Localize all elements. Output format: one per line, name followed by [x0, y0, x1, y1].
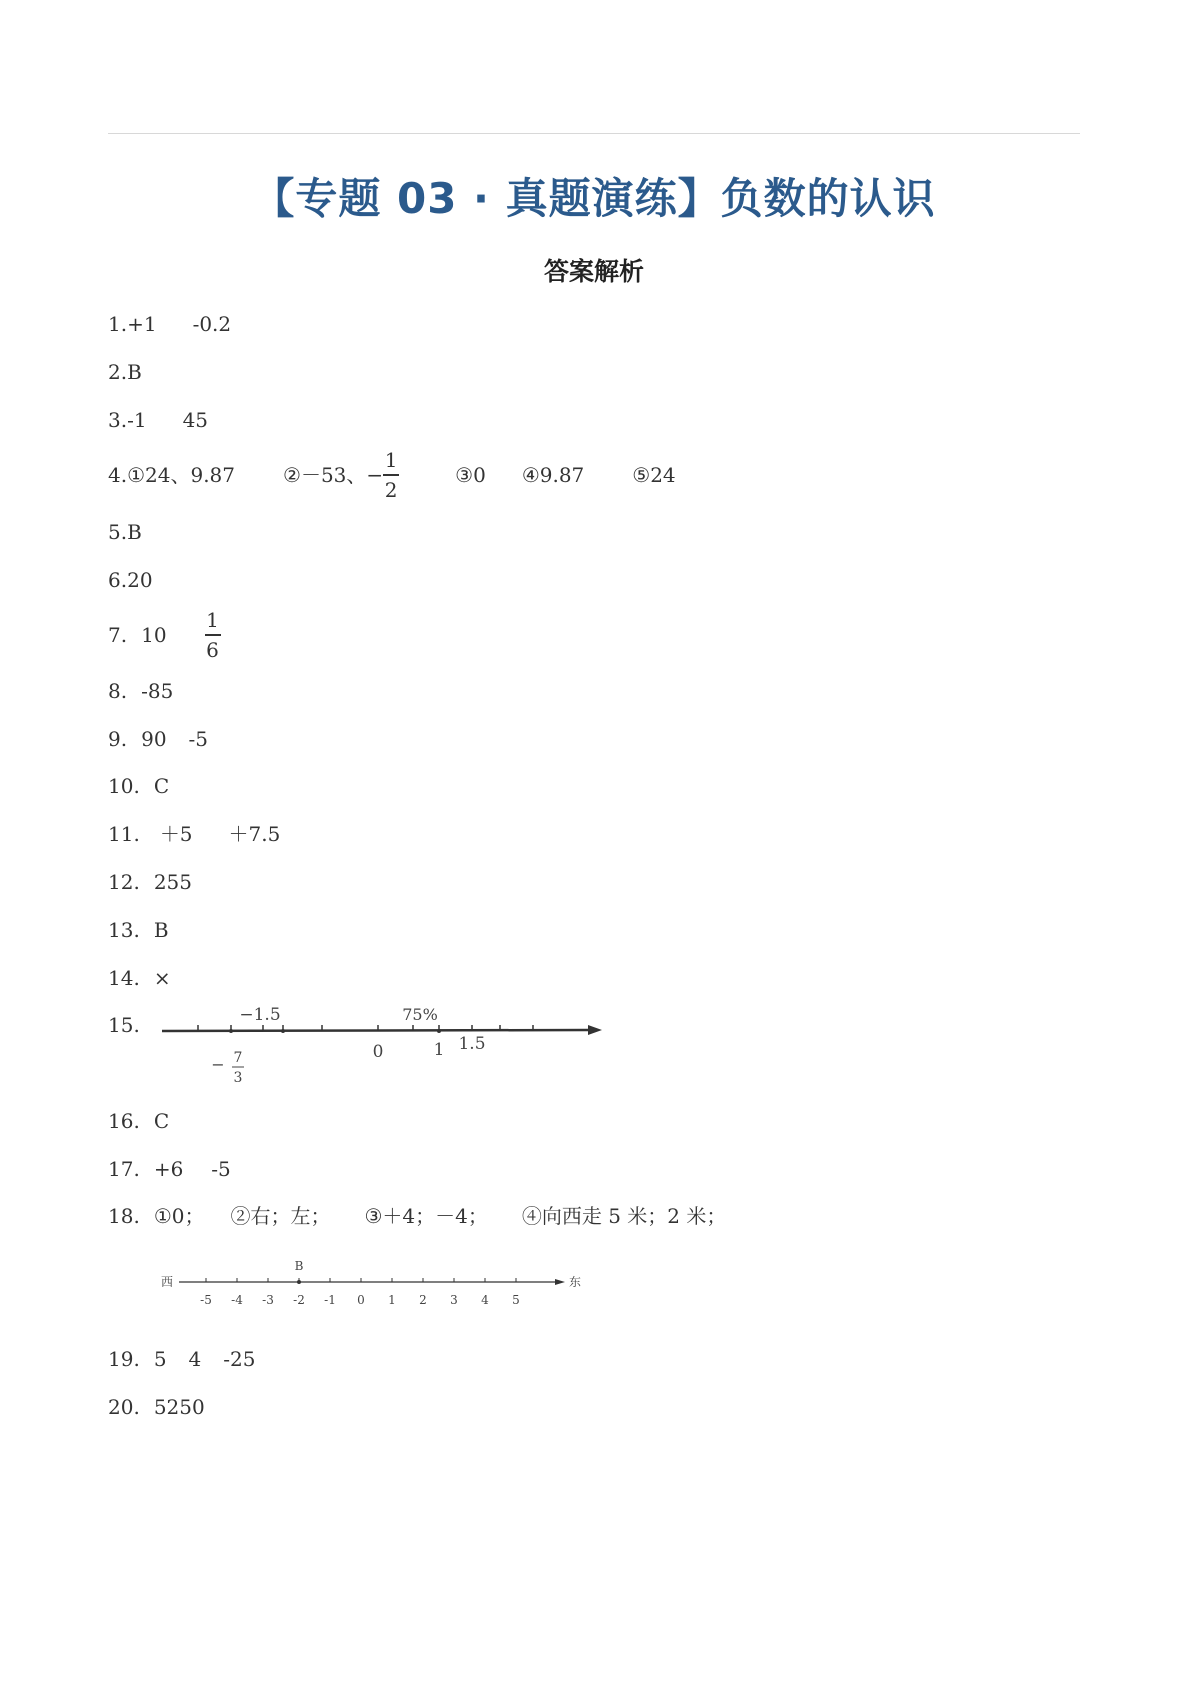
answer-number: 1.: [108, 312, 128, 336]
answer-19: 19. 5 4 -25: [108, 1347, 256, 1371]
answer-number: 3.: [108, 408, 128, 432]
answer-number: 14.: [108, 966, 140, 990]
label-1: 1: [433, 1040, 445, 1060]
answer-1: 1.+1 -0.2: [108, 312, 232, 336]
answer-number: 8.: [108, 679, 128, 703]
answer-number: 18.: [108, 1204, 140, 1228]
answer-number: 6.: [108, 568, 128, 592]
label-frac-num: 7: [233, 1050, 243, 1066]
answer-7: 7. 10 $\frac{1}{6}$: [108, 608, 219, 662]
answer-5: 5.B: [108, 520, 142, 544]
label-point-b: B: [294, 1259, 304, 1273]
tick-label: -1: [324, 1293, 336, 1307]
answer-number: 13.: [108, 918, 140, 942]
label-frac-sign: −: [211, 1055, 225, 1074]
answer-10: 10. C: [108, 774, 170, 798]
fraction: $\frac{1}{6}$: [206, 608, 219, 662]
answer-number: 5.: [108, 520, 128, 544]
answer-number: 12.: [108, 870, 140, 894]
tick-label: 4: [481, 1293, 489, 1307]
answer-number: 7.: [108, 623, 128, 647]
answer-number: 16.: [108, 1109, 140, 1133]
label-75-percent: 75%: [402, 1005, 438, 1024]
page-title: 【专题 03 · 真题演练】负数的认识: [252, 174, 936, 223]
tick-label: -2: [293, 1293, 305, 1307]
answer-12: 12. 255: [108, 870, 192, 894]
tick-label: -5: [200, 1293, 212, 1307]
label-0: 0: [372, 1042, 384, 1062]
answer-14: 14. ×: [108, 966, 171, 990]
answer-15: [108, 1012, 140, 1038]
label-west: 西: [160, 1275, 174, 1289]
answer-18: 18. ①0； ②右；左； ③＋4；－4； ④向西走 5 米；2 米；: [108, 1204, 727, 1228]
tick-label: 0: [357, 1293, 365, 1307]
answer-8: 8. -85: [108, 679, 174, 703]
answer-11: 11. ＋5 ＋7.5: [108, 822, 281, 846]
answer-number: 9.: [108, 727, 128, 751]
tick-label: 5: [512, 1293, 520, 1307]
answer-6: 6.20: [108, 568, 153, 592]
answer-number: 19.: [108, 1347, 140, 1371]
number-line-15: [150, 998, 610, 1090]
answer-2: 2.B: [108, 360, 142, 384]
answer-number: 17.: [108, 1157, 140, 1181]
label-frac-den: 3: [233, 1070, 243, 1086]
label-neg-1-5: −1.5: [239, 1005, 281, 1025]
answer-number: 11.: [108, 822, 140, 846]
answer-13: 13. B: [108, 918, 169, 942]
tick-label: -4: [231, 1293, 243, 1307]
answer-20: 20. 5250: [108, 1395, 205, 1419]
fraction: $\frac{1}{2}$: [384, 448, 398, 502]
page-subtitle: 答案解析: [543, 257, 644, 286]
tick-label: 2: [419, 1293, 427, 1307]
label-east: 东: [568, 1275, 582, 1289]
answer-3: 3.-1 45: [108, 408, 209, 432]
answer-number: 4.: [108, 463, 128, 487]
answer-number: 2.: [108, 360, 128, 384]
answer-17: 17. +6 -5: [108, 1157, 231, 1181]
answer-number: 20.: [108, 1395, 140, 1419]
number-line-18: [155, 1254, 585, 1312]
answer-9: 9. 90 -5: [108, 727, 209, 751]
label-1-5: 1.5: [458, 1034, 486, 1054]
answer-4: 4. ①24、9.87 ②－53、− $\frac{1}{2}$ ③0 ④9.87 ⑤24: [108, 448, 676, 502]
answer-number: 15.: [108, 1013, 140, 1037]
answer-number: 10.: [108, 774, 140, 798]
tick-label: 3: [450, 1293, 458, 1307]
tick-label: 1: [388, 1293, 396, 1307]
header-rule: [108, 133, 1080, 134]
tick-label: -3: [262, 1293, 274, 1307]
answer-16: 16. C: [108, 1109, 170, 1133]
